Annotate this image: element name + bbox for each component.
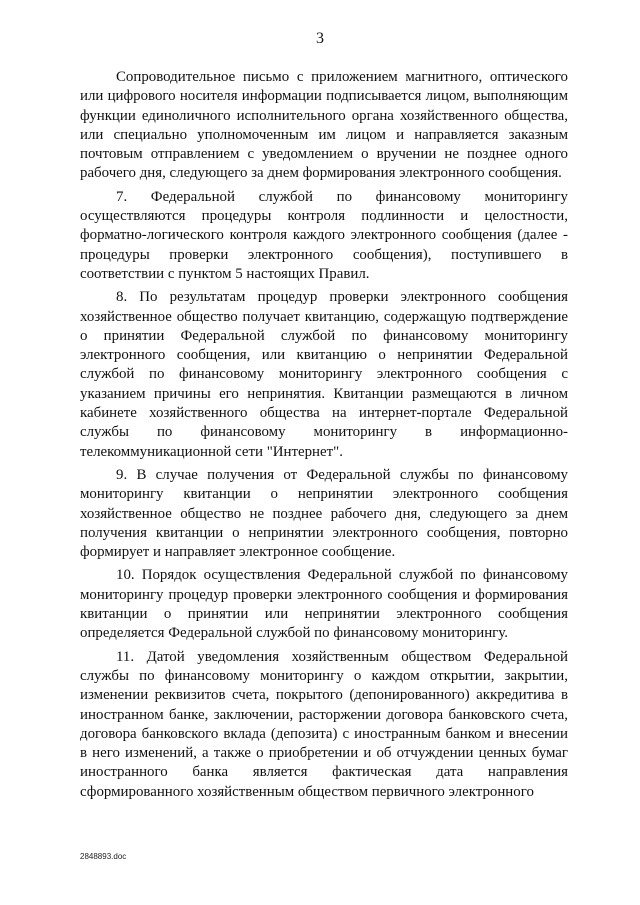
paragraph-7: 7. Федеральной службой по финансовому мониторингу осуществляются процедуры контроля подлинности и целостности, форматно-логического контроля каждого электронного сообщения (далее - процедуры проверки электронного сообщения), поступившего в соответствии с пунктом 5 настоящих Правил. xyxy=(80,188,568,282)
paragraph-10: 10. Порядок осуществления Федеральной службой по финансовому мониторингу процедур проверки электронного сообщения и формирования квитанции о принятии или непринятии электронного сообщения определяется Федеральной службой по финансовому мониторингу. xyxy=(80,567,568,642)
document-body xyxy=(80,68,568,806)
paragraph-11: 11. Датой уведомления хозяйственным обществом Федеральной службы по финансовому мониторингу о каждом открытии, закрытии, изменении реквизитов счета, покрытого (депонированного) аккредитива в иностранном банке, заключении, расторжении договора банковского счета, договора банковского вклада (депозита) с иностранным банком и внесении в него изменений, а также о приобретении и об отчуждении ценных бумаг иностранного банка является фактическая дата направления сформированного хозяйственным обществом первичного электронного xyxy=(80,648,568,800)
paragraph-9: 9. В случае получения от Федеральной службы по финансовому мониторингу квитанции о непринятии электронного сообщения хозяйственное общество не позднее рабочего дня, следующего за днем получения квитанции о непринятии электронного сообщения, повторно формирует и направляет электронное сообщение. xyxy=(80,466,568,561)
page-number: 3 xyxy=(316,30,324,47)
paragraph-cover-letter: Сопроводительное письмо с приложением магнитного, оптического или цифрового носителя информации подписывается лицом, выполняющим функции единоличного исполнительного органа хозяйственного общества, или специально уполномоченным им лицом и направляется заказным почтовым отправлением с уведомлением о вручении не позднее одного рабочего дня, следующего за днем формирования электронного сообщения. xyxy=(80,69,568,182)
document-file-reference: 2848893.doc xyxy=(80,852,127,861)
paragraph-8: 8. По результатам процедур проверки электронного сообщения хозяйственное общество получает квитанцию, содержащую подтверждение о принятии Федеральной службой по финансовому мониторингу электронного сообщения, или квитанцию о непринятии Федеральной службой по финансовому мониторингу электронного сообщения с указанием причины его непринятия. Квитанции размещаются в личном кабинете хозяйственного общества на интернет-портале Федеральной службы по финансовому мониторингу в информационно-телекоммуникационной сети "Интернет". xyxy=(80,289,568,460)
